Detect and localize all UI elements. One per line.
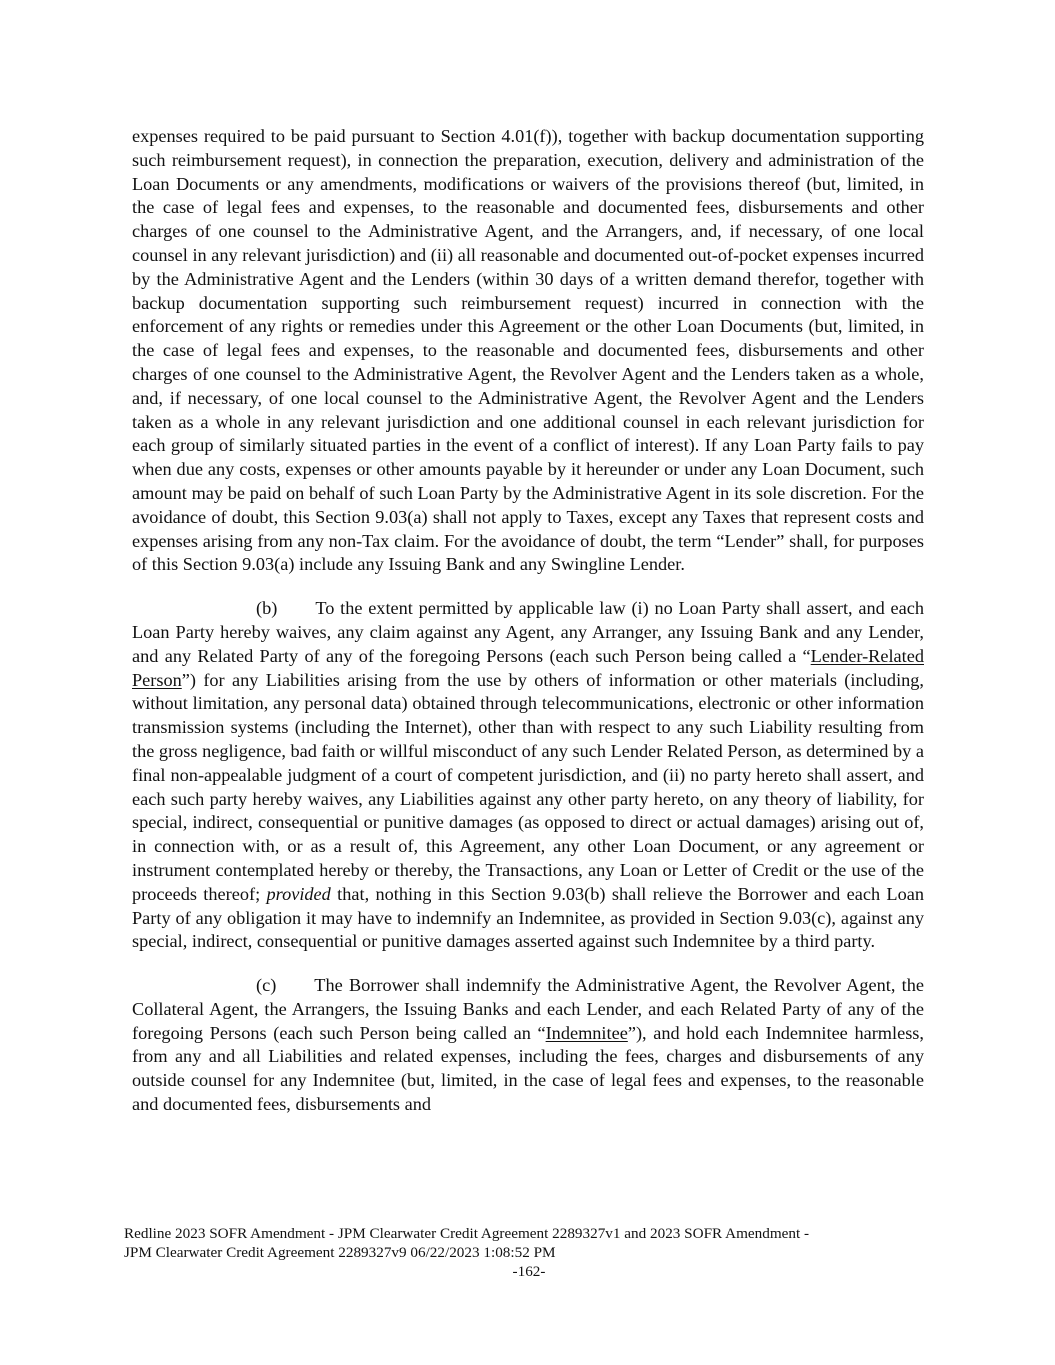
paragraph-a-continuation: expenses required to be paid pursuant to Section 4.01(f)), together with backup documentation supporting such reimbursement request), in connection the preparation, execution, delivery and administration of the Loan Documents or any amendments, modifications or waivers of the provisions thereof (but, limited, in the case of legal fees and expenses, to the reasonable and documented fees, disbursements and other charges of one counsel to the Administrative Agent, and the Arrangers, and, if necessary, of one local counsel in any relevant jurisdiction) and (ii) all reasonable and documented out-of-pocket expenses incurred by the Administrative Agent and the Lenders (within 30 days of a written demand therefor, together with backup documentation supporting such reimbursement request) incurred in connection with the enforcement of any rights or remedies under this Agreement or the other Loan Documents (but, limited, in the case of legal fees and expenses, to the reasonable and documented fees, disbursements and other charges of one counsel to the Administrative Agent, the Revolver Agent and the Lenders taken as a whole, and, if necessary, of one local counsel to the Administrative Agent, the Revolver Agent and the Lenders taken as a whole in any relevant jurisdiction and one additional counsel in each relevant jurisdiction for each group of similarly situated parties in the event of a conflict of interest). If any Loan Party fails to pay when due any costs, expenses or other amounts payable by it hereunder or under any Loan Document, such amount may be paid on behalf of such Loan Party by the Administrative Agent in its sole discretion. For the avoidance of doubt, this Section 9.03(a) shall not apply to Taxes, except any Taxes that represent costs and expenses arising from any non-Tax claim. For the avoidance of doubt, the term “Lender” shall, for purposes of this Section 9.03(a) include any Issuing Bank and any Swingline Lender. [132, 126, 924, 575]
paragraph-b-text-3: that, nothing in this Section 9.03(b) shall relieve the Borrower and each Loan Party of any obligation it may have to indemnify an Indemnitee, as provided in Section 9.03(c), against any special, indirect, consequential or punitive damages asserted against such Indemnitee by a third party. [132, 883, 924, 952]
page-number: -162- [512, 1263, 546, 1280]
document-body [132, 125, 924, 1117]
defined-term-indemnitee: Indemnitee [545, 1022, 628, 1043]
paragraph-c [132, 974, 924, 1117]
page-footer [124, 1224, 934, 1281]
paragraph-b-text-1: To the extent permitted by applicable law (i) no Loan Party shall assert, and each Loan Party hereby waives, any claim against any Agent, any Arranger, any Issuing Bank and any Lender, and any Related Party of any of the foregoing Persons (each such Person being called a “ [132, 598, 924, 666]
paragraph-c-label: (c) [256, 975, 277, 996]
paragraph-b-label: (b) [256, 598, 278, 619]
footer-line-2: JPM Clearwater Credit Agreement 2289327v9 06/22/2023 1:08:52 PM [124, 1244, 556, 1261]
footer-line-1: Redline 2023 SOFR Amendment - JPM Clearwater Credit Agreement 2289327v1 and 2023 SOFR Amendment - [124, 1225, 810, 1242]
paragraph-c-text-2: ”), and hold each Indemnitee harmless, from any and all Liabilities and related expenses, including the fees, charges and disbursements of any outside counsel for any Indemnitee (but, limited, in the case of legal fees and expenses, to the reasonable and documented fees, disbursements and [132, 1022, 924, 1115]
defined-term-lender-related-person: Lender-Related Person [132, 645, 924, 690]
paragraph-b-text-2: ”) for any Liabilities arising from the use by others of information or other materials (including, without limitation, any personal data) obtained through telecommunications, electronic or other information transmission systems (including the Internet), other than with respect to any such Liability resulting from the gross negligence, bad faith or willful misconduct of any such Lender Related Person, as determined by a final non-appealable judgment of a court of competent jurisdiction, and (ii) no party hereto shall assert, and each such party hereby waives, any Liabilities against any other party hereto, on any theory of liability, for special, indirect, consequential or punitive damages (as opposed to direct or actual damages) arising out of, in connection with, or as a result of, this Agreement, any other Loan Document, or any agreement or instrument contemplated hereby or thereby, the Transactions, any Loan or Letter of Credit or the use of the proceeds thereof; [132, 669, 924, 904]
paragraph-c-text-1: The Borrower shall indemnify the Administrative Agent, the Revolver Agent, the Collateral Agent, the Arrangers, the Issuing Banks and each Lender, and each Related Party of any of the foregoing Persons (each such Person being called an “ [132, 975, 924, 1043]
paragraph-b [132, 597, 924, 954]
emphasis-provided: provided [266, 883, 331, 904]
